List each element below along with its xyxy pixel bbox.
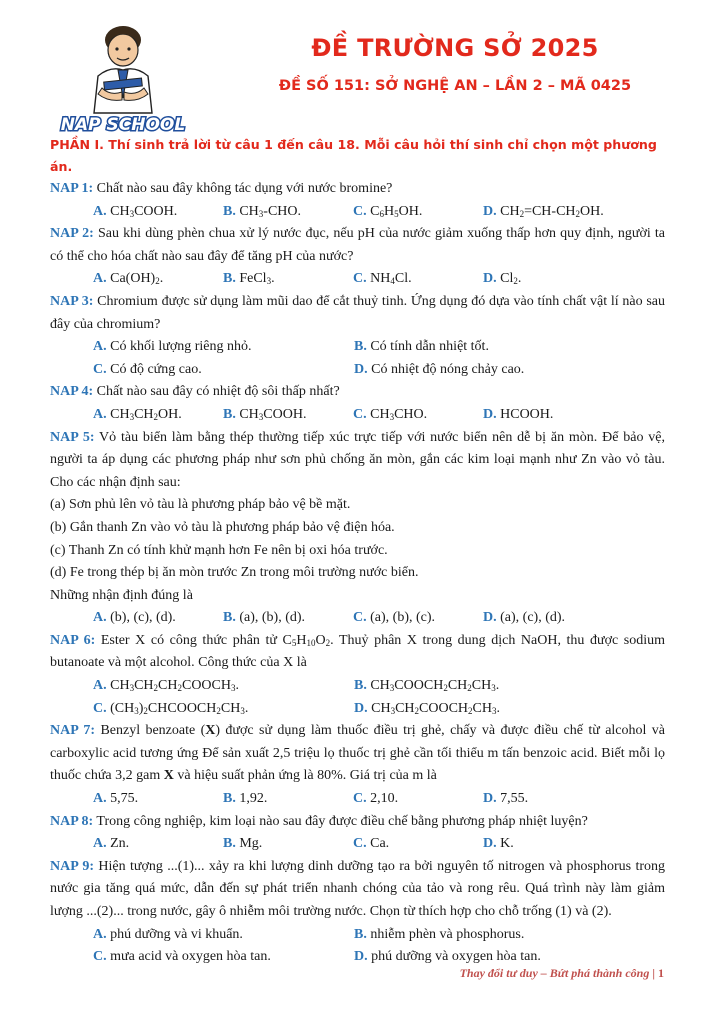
question-1	[50, 178, 665, 201]
option-letter: D.	[483, 791, 497, 807]
answer-options	[50, 675, 665, 720]
option-letter: A.	[93, 926, 107, 942]
question-number: NAP 8:	[50, 813, 94, 829]
option-letter: D.	[354, 700, 368, 716]
option-letter: D.	[483, 836, 497, 852]
question-text: Vỏ tàu biển làm bằng thép thường tiếp xúc trực tiếp với nước biển nên dễ bị ăn mòn. Để bảo vệ, người ta áp dụng các phương pháp như sơn phủ chống ăn mòn, gắn các kim loại mạnh như Zn vào vỏ tàu. Cho các nhận định sau:	[50, 429, 665, 490]
option-text: K.	[500, 836, 514, 852]
option-letter: A.	[93, 271, 107, 287]
option-a[interactable]	[93, 336, 354, 359]
option-d[interactable]	[483, 788, 613, 811]
option-letter: D.	[354, 949, 368, 965]
option-d[interactable]	[483, 607, 613, 630]
option-text: $CH_3CH_2CH_2COOCH_3$.	[110, 678, 239, 694]
question-number: NAP 5:	[50, 429, 95, 445]
logo-text: NAP SCHOOL	[60, 115, 186, 134]
part-heading: PHẦN I. Thí sinh trả lời từ câu 1 đến câu 18. Mỗi câu hỏi thí sinh chỉ chọn một phương án.	[50, 137, 657, 174]
option-text: $CH_3$-CHO.	[239, 203, 302, 219]
option-text: $CH_3CHO$.	[370, 406, 428, 422]
option-text: Có độ cứng cao.	[110, 361, 202, 377]
question-number: NAP 1:	[50, 181, 94, 196]
option-text: $CH_3COOH$.	[239, 406, 307, 422]
option-letter: B.	[354, 926, 367, 942]
option-c[interactable]	[93, 359, 354, 382]
answer-options	[50, 404, 665, 427]
question-number: NAP 2:	[50, 226, 94, 242]
option-text: $(CH_3)_2CHCOOCH_2CH_3$.	[110, 700, 249, 716]
statement: (b) Gắn thanh Zn vào vỏ tàu là phương pháp bảo vệ điện hóa.	[50, 519, 395, 535]
question-8	[50, 811, 665, 834]
option-a[interactable]	[93, 404, 223, 427]
question-2	[50, 223, 665, 268]
option-c[interactable]	[353, 788, 483, 811]
option-letter: B.	[223, 610, 236, 626]
option-letter: B.	[354, 678, 367, 694]
option-text: HCOOH.	[500, 406, 554, 422]
question-text: Trong công nghiệp, kim loại nào sau đây được điều chế bằng phương pháp nhiệt luyện?	[96, 813, 588, 829]
answer-options	[50, 336, 665, 381]
option-a[interactable]	[93, 607, 223, 630]
option-text: mưa acid và oxygen hòa tan.	[110, 949, 271, 965]
option-c[interactable]	[93, 698, 354, 721]
option-text: 2,10.	[370, 791, 399, 807]
option-text: $C_6H_5OH$.	[370, 203, 423, 219]
footer-slogan: Thay đổi tư duy – Bứt phá thành công	[459, 966, 650, 980]
option-text: nhiễm phèn và phosphorus.	[370, 926, 525, 942]
option-letter: D.	[483, 203, 497, 219]
statement: (d) Fe trong thép bị ăn mòn trước Zn trong môi trường nước biển.	[50, 565, 419, 581]
option-c[interactable]	[353, 201, 483, 224]
option-d[interactable]	[483, 404, 613, 427]
option-b[interactable]	[223, 788, 353, 811]
question-text: Chất nào sau đây không tác dụng với nước bromine?	[96, 181, 393, 196]
option-text: phú dưỡng và oxygen hòa tan.	[371, 949, 541, 965]
option-letter: A.	[93, 836, 107, 852]
option-text: Có nhiệt độ nóng chảy cao.	[371, 361, 525, 377]
question-tail: Những nhận định đúng là	[50, 587, 193, 603]
option-letter: C.	[353, 271, 367, 287]
option-letter: C.	[353, 406, 367, 422]
option-b[interactable]	[223, 607, 353, 630]
page-title: ĐỀ TRƯỜNG SỞ 2025	[311, 34, 599, 62]
question-text: Sau khi dùng phèn chua xử lý nước đục, nếu pH của nước giảm xuống thấp hơn quy định, người ta có thể cho hóa chất nào sau đây để tăng pH của nước?	[50, 226, 665, 264]
option-text: $NH_4Cl$.	[370, 271, 412, 287]
statement: (c) Thanh Zn có tính khử mạnh hơn Fe nên bị oxi hóa trước.	[50, 542, 388, 558]
option-letter: B.	[223, 271, 236, 287]
question-7	[50, 720, 665, 788]
option-text: Zn.	[110, 836, 130, 852]
question-number: NAP 3:	[50, 293, 94, 309]
option-text: 1,92.	[239, 791, 268, 807]
option-text: $CH_3COOCH_2CH_2CH_3$.	[370, 678, 500, 694]
question-number: NAP 4:	[50, 384, 94, 400]
option-c[interactable]	[353, 268, 483, 291]
option-a[interactable]	[93, 268, 223, 291]
option-c[interactable]	[93, 946, 354, 969]
question-text: Ester X có công thức phân tử $C_5H_{10}O_2$. Thuỷ phân X trong dung dịch NaOH, thu được sodium butanoate và một alcohol. Công thức của X là	[50, 632, 666, 671]
option-letter: C.	[93, 949, 107, 965]
document-body	[50, 134, 665, 969]
option-text: phú dưỡng và vi khuẩn.	[110, 926, 243, 942]
option-letter: B.	[223, 203, 236, 219]
option-text: 5,75.	[110, 791, 139, 807]
option-b[interactable]	[223, 268, 353, 291]
option-text: $CH_2=CH-CH_2OH$.	[500, 203, 604, 219]
option-d[interactable]	[483, 833, 613, 856]
question-text: Hiện tượng ...(1)... xảy ra khi lượng dinh dưỡng tạo ra bởi nguyên tố nitrogen và phosphorus trong nước gia tăng quá mức, dẫn đến sự phát triển nhanh chóng của tảo và rong rêu. Quá trình này làm giảm lượng ...(2)... trong nước, gây ô nhiễm môi trường nước. Chọn từ thích hợp cho chỗ trống (1) và (2).	[50, 858, 666, 919]
option-a[interactable]	[93, 833, 223, 856]
option-text: Có khối lượng riêng nhỏ.	[110, 339, 252, 355]
option-c[interactable]	[353, 607, 483, 630]
page-footer	[460, 966, 664, 981]
option-a[interactable]	[93, 675, 354, 698]
option-b[interactable]	[223, 201, 353, 224]
option-letter: A.	[93, 678, 107, 694]
option-d[interactable]	[354, 359, 615, 382]
option-letter: B.	[354, 339, 367, 355]
option-a[interactable]	[93, 924, 354, 947]
option-letter: C.	[353, 203, 367, 219]
answer-options	[50, 788, 665, 811]
option-letter: A.	[93, 610, 107, 626]
option-b[interactable]	[223, 833, 353, 856]
option-text: (a), (b), (c).	[370, 610, 436, 626]
question-text: Benzyl benzoate (X) được sử dụng làm thuốc điều trị ghẻ, chấy và được điều chế từ alcohol và carboxylic acid tương ứng Để sản xuất 2,5 triệu lọ thuốc trị ghẻ cần tối thiểu m tấn benzoic acid. Biết mỗi lọ thuốc chứa 3,2 gam X và hiệu suất phản ứng là 80%. Giá trị của m là	[50, 723, 666, 784]
option-letter: B.	[223, 406, 236, 422]
option-text: Có tính dẫn nhiệt tốt.	[370, 339, 489, 355]
page-number: | 1	[652, 966, 664, 980]
option-text: $CH_3COOH$.	[110, 203, 178, 219]
option-letter: B.	[223, 791, 236, 807]
option-c[interactable]	[353, 404, 483, 427]
answer-options	[50, 607, 665, 630]
question-list	[50, 178, 665, 969]
option-text: Mg.	[239, 836, 263, 852]
option-a[interactable]	[93, 788, 223, 811]
option-text: FeCl$_3$.	[239, 271, 275, 287]
option-text: $CH_3CH_2COOCH_2CH_3$.	[371, 700, 500, 716]
option-text: $Ca(OH)_2$.	[110, 271, 164, 287]
option-letter: C.	[353, 836, 367, 852]
question-5	[50, 427, 665, 495]
option-letter: A.	[93, 406, 107, 422]
question-3	[50, 291, 665, 336]
statement: (a) Sơn phủ lên vỏ tàu là phương pháp bảo vệ bề mặt.	[50, 497, 351, 513]
option-letter: C.	[353, 791, 367, 807]
option-letter: A.	[93, 203, 107, 219]
option-b[interactable]	[223, 404, 353, 427]
option-text: $Cl_2$.	[500, 271, 522, 287]
option-letter: B.	[223, 836, 236, 852]
question-text: Chất nào sau đây có nhiệt độ sôi thấp nhất?	[96, 384, 340, 400]
answer-options	[50, 268, 665, 291]
option-letter: D.	[354, 361, 368, 377]
question-9	[50, 856, 665, 924]
option-d[interactable]	[483, 268, 613, 291]
option-letter: C.	[353, 610, 367, 626]
answer-options	[50, 201, 665, 224]
question-number: NAP 6:	[50, 632, 96, 648]
option-letter: D.	[483, 271, 497, 287]
nap-school-logo	[58, 18, 188, 134]
answer-options	[50, 833, 665, 856]
option-a[interactable]	[93, 201, 223, 224]
question-6	[50, 630, 665, 675]
question-number: NAP 9:	[50, 858, 95, 874]
option-letter: C.	[93, 361, 107, 377]
option-letter: D.	[483, 610, 497, 626]
option-letter: D.	[483, 406, 497, 422]
option-text: $CH_3CH_2OH$.	[110, 406, 182, 422]
page-subtitle: ĐỀ SỐ 151: SỞ NGHỆ AN – LẦN 2 – MÃ 0425	[278, 78, 632, 94]
answer-options	[50, 924, 665, 969]
option-d[interactable]	[354, 698, 615, 721]
option-c[interactable]	[353, 833, 483, 856]
question-4	[50, 381, 665, 404]
option-d[interactable]	[483, 201, 613, 224]
option-text: (a), (c), (d).	[500, 610, 566, 626]
question-text: Chromium được sử dụng làm mũi dao để cắt thuỷ tinh. Ứng dụng đó dựa vào tính chất vật lí nào sau đây của chromium?	[50, 293, 665, 332]
option-letter: A.	[93, 791, 107, 807]
option-text: (a), (b), (d).	[239, 610, 306, 626]
question-number: NAP 7:	[50, 723, 96, 739]
option-text: 7,55.	[500, 791, 529, 807]
option-b[interactable]	[354, 924, 615, 947]
option-text: (b), (c), (d).	[110, 610, 176, 626]
option-b[interactable]	[354, 675, 615, 698]
page-header	[0, 0, 714, 135]
option-b[interactable]	[354, 336, 615, 359]
option-letter: A.	[93, 339, 107, 355]
option-letter: C.	[93, 700, 107, 716]
option-text: Ca.	[370, 836, 390, 852]
